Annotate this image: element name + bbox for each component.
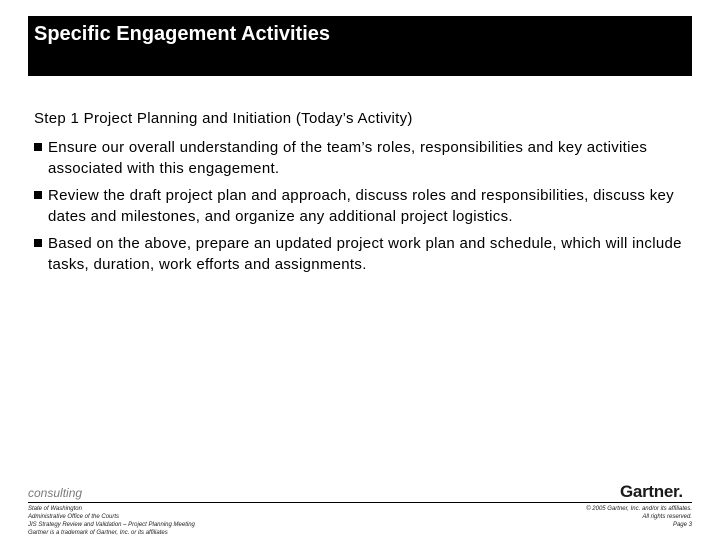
square-bullet-icon (34, 191, 42, 199)
bullet-item (34, 185, 694, 227)
footer-right (586, 505, 692, 529)
page-number: Page 3 (672, 522, 692, 528)
square-bullet-icon (34, 143, 42, 151)
footer-left-line: State of Washington (28, 506, 82, 512)
footer-left-line: Gartner is a trademark of Gartner, Inc. or its affiliates (28, 530, 168, 536)
gartner-logo (620, 482, 683, 502)
footer-left (28, 505, 195, 537)
footer-left-line: Administrative Office of the Courts (28, 514, 120, 520)
logo-dot: . (678, 482, 683, 501)
bullet-text: Based on the above, prepare an updated project work plan and schedule, which will include tasks, duration, work efforts and assignments. (48, 235, 682, 273)
copyright-line: © 2005 Gartner, Inc. and/or its affiliates. (586, 506, 692, 512)
bullet-text: Review the draft project plan and approach, discuss roles and responsibilities, discuss key dates and milestones, and organize any additional project logistics. (48, 187, 674, 225)
bullet-text: Ensure our overall understanding of the team’s roles, responsibilities and key activities associated with this engagement. (48, 139, 648, 177)
content-body (34, 108, 694, 281)
consulting-label: consulting (28, 486, 83, 500)
footer-left-line: JIS Strategy Review and Validation – Project Planning Meeting (28, 522, 195, 528)
bullet-item (34, 137, 694, 179)
step-heading: Step 1 Project Planning and Initiation (Today’s Activity) (34, 110, 413, 127)
square-bullet-icon (34, 239, 42, 247)
title-bar (28, 16, 692, 76)
bullet-item (34, 233, 694, 275)
logo-text: Gartner (620, 482, 679, 501)
footer-divider (28, 502, 692, 503)
page-title: Specific Engagement Activities (34, 23, 331, 45)
rights-line: All rights reserved. (642, 514, 692, 520)
